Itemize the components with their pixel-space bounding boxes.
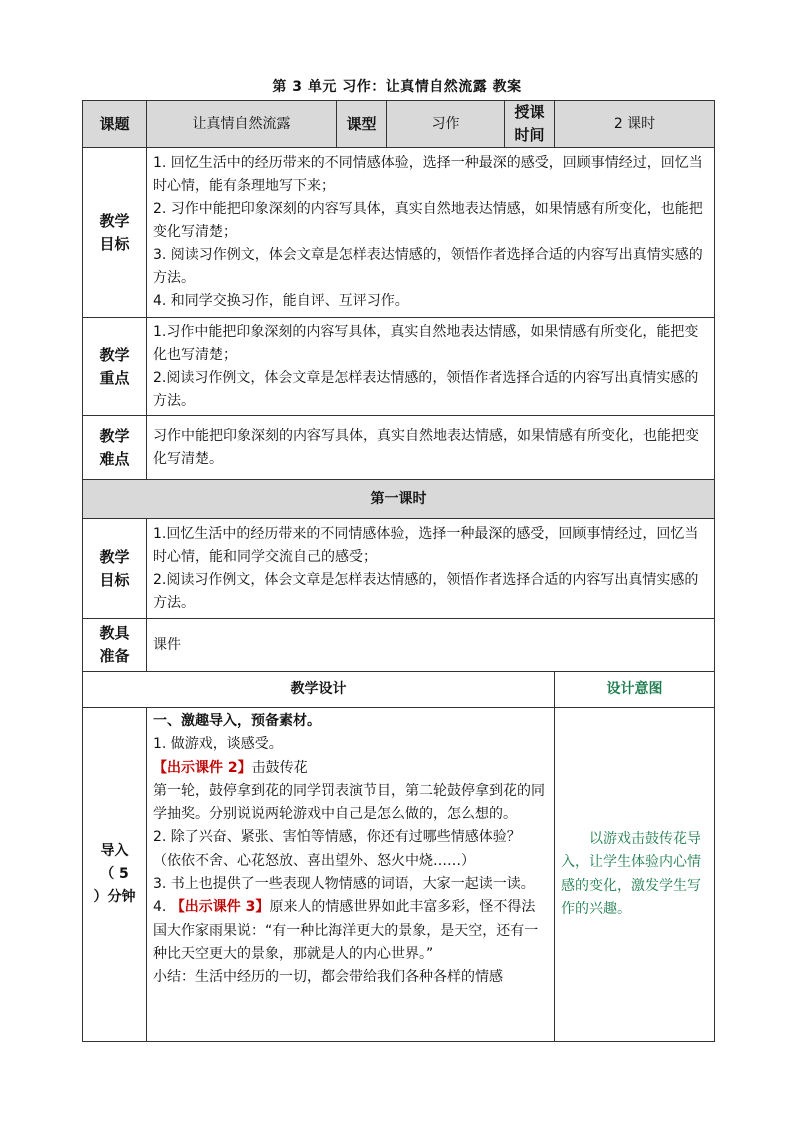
activity-paragraph: 第一轮，鼓停拿到花的同学罚表演节目，第二轮鼓停拿到花的同学抽奖。分别说说两轮游戏中自己是怎么做的，怎么想的。	[153, 782, 545, 823]
stage-label-line-2: （ 5	[100, 866, 129, 882]
key-points-content	[147, 318, 715, 416]
lead-in-content	[147, 708, 555, 1042]
goals-row	[83, 148, 715, 318]
key-point-line: 2.阅读习作例文，体会文章是怎样表达情感的，领悟作者选择合适的内容写出真情实感的方法。	[153, 369, 699, 409]
goals-label-line-1: 教学	[99, 211, 130, 230]
courseware-tag: 【出示课件 2】	[153, 759, 252, 776]
header-row	[83, 101, 715, 148]
goal-line: 4. 和同学交换习作，能自评、互评习作。	[153, 293, 409, 309]
time-label	[505, 101, 555, 148]
lesson1-heading-row	[83, 480, 715, 519]
type-label: 课型	[337, 101, 387, 148]
intent-text: 以游戏击鼓传花导入，让学生体验内心情感的变化，激发学生写作的兴趣。	[561, 830, 701, 917]
goals-label	[83, 148, 147, 318]
page-title: 第 3 单元 习作：让真情自然流露 教案	[272, 79, 522, 95]
activity-item	[153, 896, 548, 966]
activity-item: 3. 书上也提供了一些表现人物情感的词语，大家一起读一读。	[153, 876, 535, 893]
tools-label-line-1: 教具	[99, 624, 130, 642]
key-points-label-line-2: 重点	[99, 368, 130, 387]
stage-label	[83, 708, 147, 1042]
tools-label-line-2: 准备	[99, 647, 130, 665]
goal-line: 3. 阅读习作例文，体会文章是怎样表达情感的，领悟作者选择合适的内容写出真情实感的方法。	[153, 247, 703, 286]
time-label-line-2: 时间	[514, 126, 545, 144]
design-heading: 教学设计	[83, 672, 555, 708]
key-points-row	[83, 318, 715, 416]
courseware-text: 击鼓传花	[251, 759, 308, 776]
topic-value: 让真情自然流露	[147, 101, 337, 148]
section-title: 一、激趣导入，预备素材。	[153, 713, 321, 729]
intent-content	[555, 708, 715, 1042]
tools-label	[83, 619, 147, 672]
lesson1-goals-label	[83, 519, 147, 619]
time-label-line-1: 授课	[514, 103, 545, 121]
goals-content	[147, 148, 715, 318]
activity-examples: （依依不舍、心花怒放、喜出望外、怒火中烧……）	[153, 852, 475, 869]
item4-prefix: 4.	[153, 899, 171, 916]
lead-in-row	[83, 708, 715, 1042]
difficult-points-label	[83, 416, 147, 480]
item4-text: 原来人的情感世界如此丰富多彩，怪不得法国大作家雨果说：“有一种比海洋更大的景象，是天空，还有一种比天空更大的景象，那就是人的内心世界。”	[153, 899, 539, 962]
difficult-points-content	[147, 416, 715, 480]
courseware-tag: 【出示课件 3】	[170, 899, 270, 916]
lesson1-goals-row	[83, 519, 715, 619]
topic-label: 课题	[83, 101, 147, 148]
key-point-line: 1.习作中能把印象深刻的内容写具体，真实自然地表达情感，如果情感有所变化，能把变化也写清楚；	[153, 323, 699, 363]
lesson1-goal-line: 1.回忆生活中的经历带来的不同情感体验，选择一种最深的感受，回顾事情经过，回忆当时心情，能和同学交流自己的感受；	[153, 525, 699, 565]
stage-label-line-3: ）分钟	[93, 889, 136, 905]
difficult-points-label-line-2: 难点	[99, 449, 130, 468]
key-points-label-line-1: 教学	[99, 345, 130, 364]
lesson1-goal-line: 2.阅读习作例文，体会文章是怎样表达情感的，领悟作者选择合适的内容写出真情实感的方法。	[153, 571, 699, 611]
tools-value: 课件	[147, 619, 715, 672]
type-value: 习作	[387, 101, 505, 148]
difficult-points-row	[83, 416, 715, 480]
tools-row	[83, 619, 715, 672]
difficult-points-label-line-1: 教学	[99, 426, 130, 445]
lesson1-heading: 第一课时	[83, 480, 715, 519]
lesson1-goals-label-line-1: 教学	[99, 547, 130, 566]
key-points-label	[83, 318, 147, 416]
goal-line: 1. 回忆生活中的经历带来的不同情感体验，选择一种最深的感受，回顾事情经过，回忆当时心情，能有条理地写下来；	[153, 155, 703, 194]
time-value: 2 课时	[555, 101, 715, 148]
intent-heading: 设计意图	[555, 672, 715, 708]
activity-item	[153, 757, 548, 780]
lesson1-goals-label-line-2: 目标	[99, 570, 130, 589]
activity-item: 1. 做游戏，谈感受。	[153, 736, 283, 753]
design-heading-row	[83, 672, 715, 708]
stage-label-line-1: 导入	[100, 843, 129, 859]
lesson1-goals-content	[147, 519, 715, 619]
activity-item: 2. 除了兴奋、紧张、害怕等情感，你还有过哪些情感体验？	[153, 829, 521, 846]
summary: 小结：生活中经历的一切，都会带给我们各种各样的情感	[153, 969, 503, 986]
difficult-point-line: 习作中能把印象深刻的内容写具体，真实自然地表达情感，如果情感有所变化，也能把变化写清楚。	[153, 427, 699, 467]
goal-line: 2. 习作中能把印象深刻的内容写具体，真实自然地表达情感，如果情感有所变化，也能把变化写清楚；	[153, 201, 703, 240]
goals-label-line-2: 目标	[99, 234, 130, 253]
lesson-plan-table	[82, 100, 715, 1042]
